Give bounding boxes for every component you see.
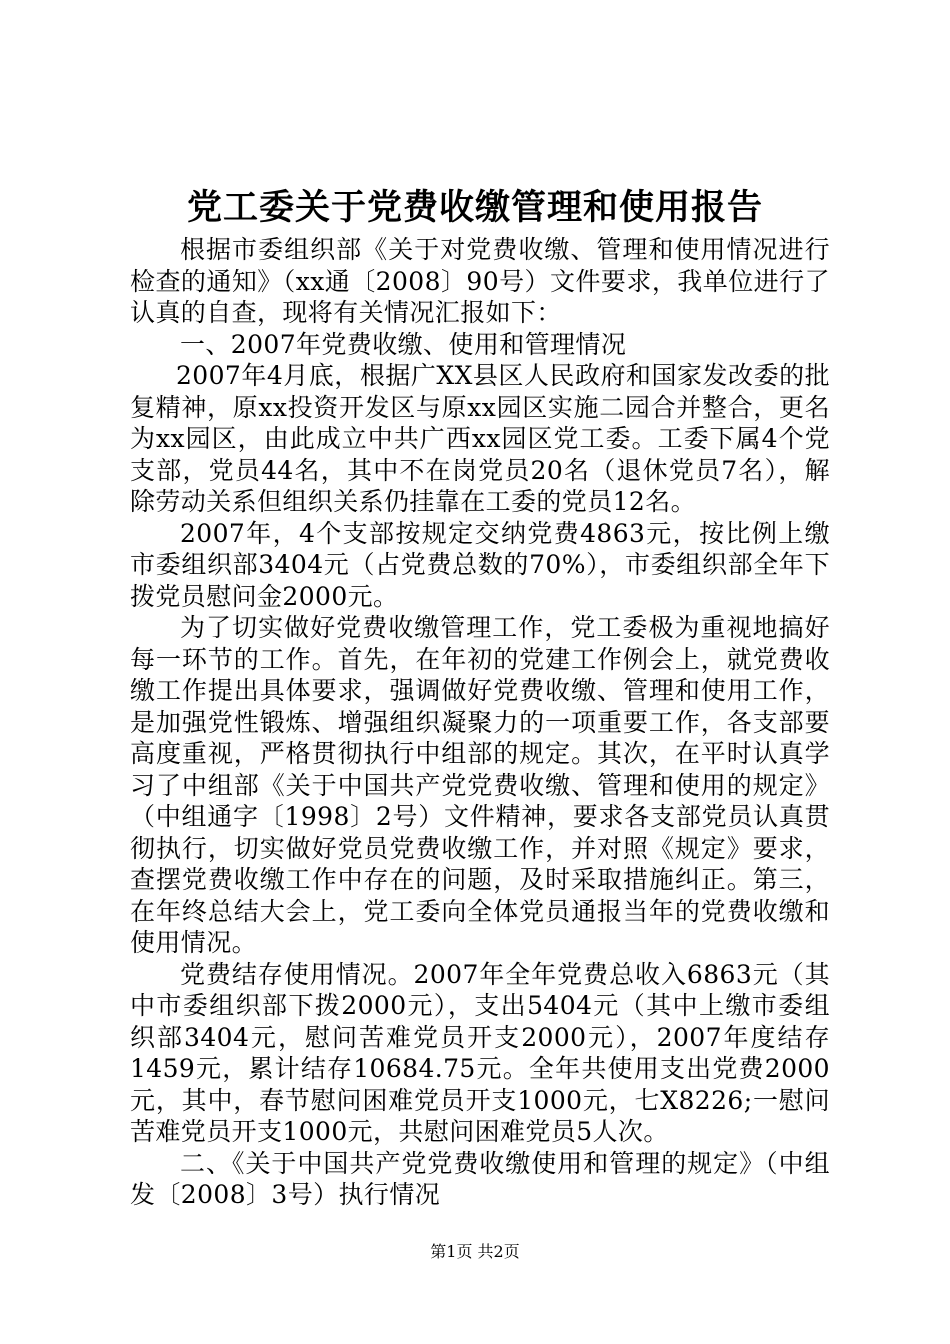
section-heading-1: 一、2007年党费收缴、使用和管理情况 [180, 329, 627, 359]
paragraph-intro: 根据市委组织部《关于对党费收缴、管理和使用情况进行检查的通知》（xx通〔2008〕90号）文件要求，我单位进行了认真的自查，现将有关情况汇报如下： [130, 235, 830, 327]
document-body [130, 234, 830, 1211]
paragraph-management: 为了切实做好党费收缴管理工作，党工委极为重视地搞好每一环节的工作。首先，在年初的党建工作例会上，就党费收缴工作提出具体要求，强调做好党费收缴、管理和使用工作，是加强党性锻炼、增强组织凝聚力的一项重要工作，各支部要高度重视，严格贯彻执行中组部的规定。其次，在平时认真学习了中组部《关于中国共产党党费收缴、管理和使用的规定》（中组通字〔1998〕2号）文件精神，要求各支部党员认真贯彻执行，切实做好党员党费收缴工作，并对照《规定》要求，查摆党费收缴工作中存在的问题，及时采取措施纠正。第三，在年终总结大会上，党工委向全体党员通报当年的党费收缴和使用情况。 [130, 613, 830, 957]
paragraph-dues-2007: 2007年，4个支部按规定交纳党费4863元，按比例上缴市委组织部3404元（占党费总数的70%），市委组织部全年下拨党员慰问金2000元。 [130, 518, 830, 611]
section-heading-2: 二、《关于中国共产党党费收缴使用和管理的规定》（中组发〔2008〕3号）执行情况 [130, 1148, 830, 1209]
paragraph-balance: 党费结存使用情况。2007年全年党费总收入6863元（其中市委组织部下拨2000元），支出5404元（其中上缴市委组织部3404元，慰问苦难党员开支2000元），2007年度结存1459元，累计结存10684.75元。全年共使用支出党费2000元，其中，春节慰问困难党员开支1000元，七X8226;一慰问苦难党员开支1000元，共慰问困难党员5人次。 [130, 959, 830, 1146]
document-title: 党工委关于党费收缴管理和使用报告 [186, 187, 763, 228]
paragraph-background: 2007年4月底，根据广XX县区人民政府和国家发改委的批复精神，原xx投资开发区与原xx园区实施二园合并整合，更名为xx园区，由此成立中共广西xx园区党工委。工委下属4个党支部，党员44名，其中不在岗党员20名（退休党员7名），解除劳动关系但组织关系仍挂靠在工委的党员12名。 [130, 361, 830, 516]
page-footer: 第1页 共2页 [430, 1242, 520, 1261]
